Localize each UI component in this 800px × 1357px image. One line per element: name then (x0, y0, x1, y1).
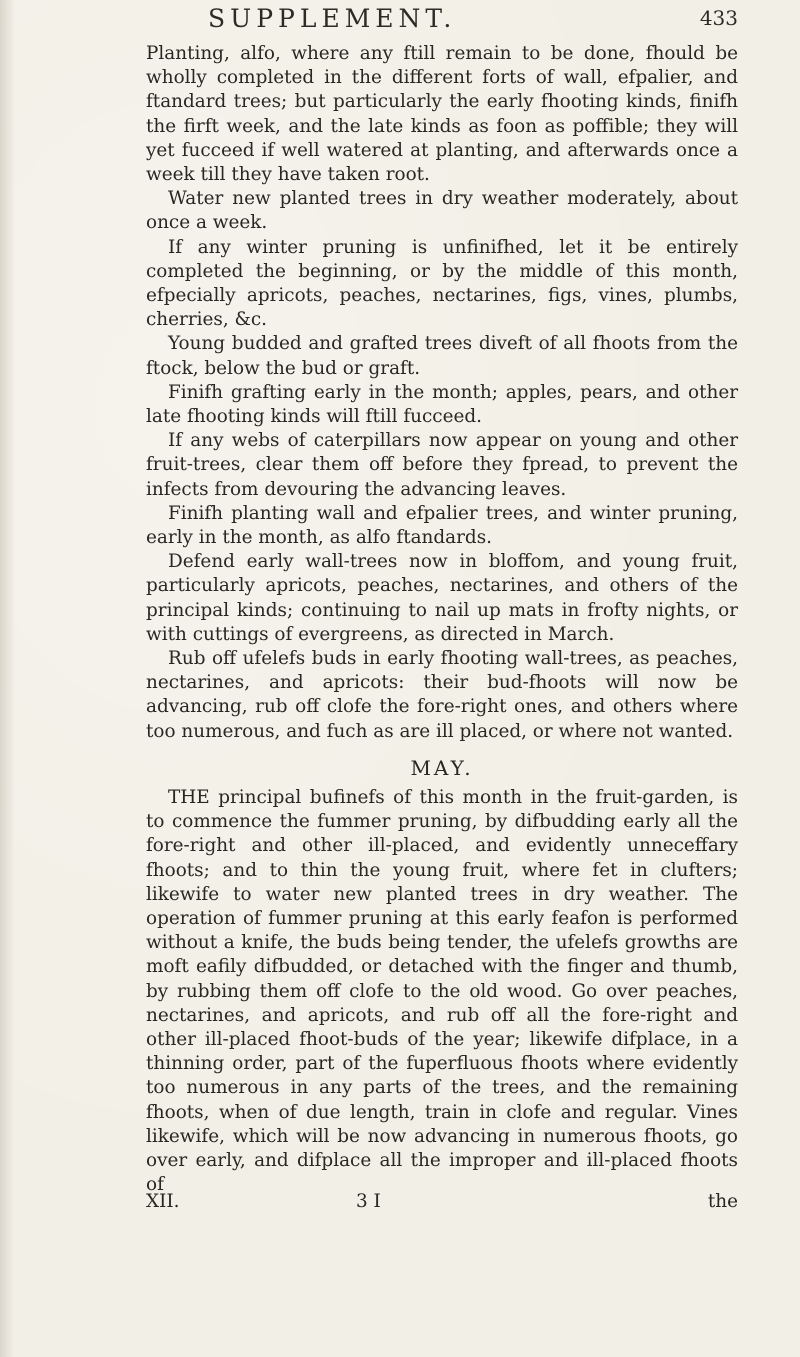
paragraph: Rub off ufelefs buds in early fhooting wall-trees, as peaches, nectarines, and apricots: their bud-fhoots will now be advancing, rub off clofe the fore-right ones, and others where too numerous, and fuch as are ill placed, or where not wanted. (146, 648, 738, 742)
paragraph: Young budded and grafted trees diveft of all fhoots from the ftock, below the bud or graft. (146, 333, 738, 379)
paragraph: Defend early wall-trees now in bloffom, and young fruit, particularly apricots, peaches, nectarines, and others of the principal kinds; continuing to nail up mats in frofty nights, or with cuttings of evergreens, as directed in March. (146, 551, 738, 645)
paragraph: Planting, alfo, where any ftill remain to be done, fhould be wholly completed in the different forts of wall, efpalier, and ftandard trees; but particularly the early fhooting kinds, finifh the firft week, and the late kinds as foon as poffible; they will yet fucceed if well watered at planting, and afterwards once a week till they have taken root. (146, 43, 738, 186)
catchword: the (707, 1191, 738, 1213)
paragraph: Water new planted trees in dry weather moderately, about once a week. (146, 188, 738, 234)
page-gutter-shadow (0, 0, 14, 1357)
page-header (146, 0, 738, 42)
paragraph: Finifh planting wall and efpalier trees, and winter pruning, early in the month, as alfo ftandards. (146, 502, 738, 549)
paragraph: If any webs of caterpillars now appear on young and other fruit-trees, clear them off before they fpread, to prevent the infects from devouring the advancing leaves. (146, 430, 738, 500)
signature-mark: XII. (146, 1191, 180, 1213)
paragraph: If any winter pruning is unfinifhed, let it be entirely completed the beginning, or by the middle of this month, efpecially apricots, peaches, nectarines, figs, vines, plumbs, cherries, &c. (146, 236, 738, 331)
page-body (146, 42, 738, 1197)
page-footer (146, 1191, 738, 1227)
signature-leaf: 3 I (356, 1191, 381, 1213)
running-head: SUPPLEMENT. (208, 4, 457, 33)
paragraph: Finifh grafting early in the month; apples, pears, and other late fhooting kinds will ftill fucceed. (146, 381, 738, 428)
page-number: 433 (699, 6, 738, 30)
paragraph-may: THE principal bufinefs of this month in the fruit-garden, is to commence the fummer pruning, by difbudding early all the fore-right and other ill-placed, and evidently unneceffary fhoots; and to thin the young fruit, where fet in clufters; likewife to water new planted trees in dry weather. The operation of fummer pruning at this early feafon is performed without a knife, the buds being tender, the ufelefs growths are moft eafily difbudded, or detached with the finger and thumb, by rubbing them off clofe to the old wood. Go over peaches, nectarines, and apricots, and rub off all the fore-right and other ill-placed fhoot-buds of the year; likewife difplace, in a thinning order, part of the fuperfluous fhoots where evidently too numerous in any parts of the trees, and the remaining fhoots, when of due length, train in clofe and regular. Vines likewife, which will be now advancing in numerous fhoots, go over early, and difplace all the improper and ill-placed fhoots of (146, 786, 738, 1196)
section-heading-may: MAY. (410, 755, 474, 780)
